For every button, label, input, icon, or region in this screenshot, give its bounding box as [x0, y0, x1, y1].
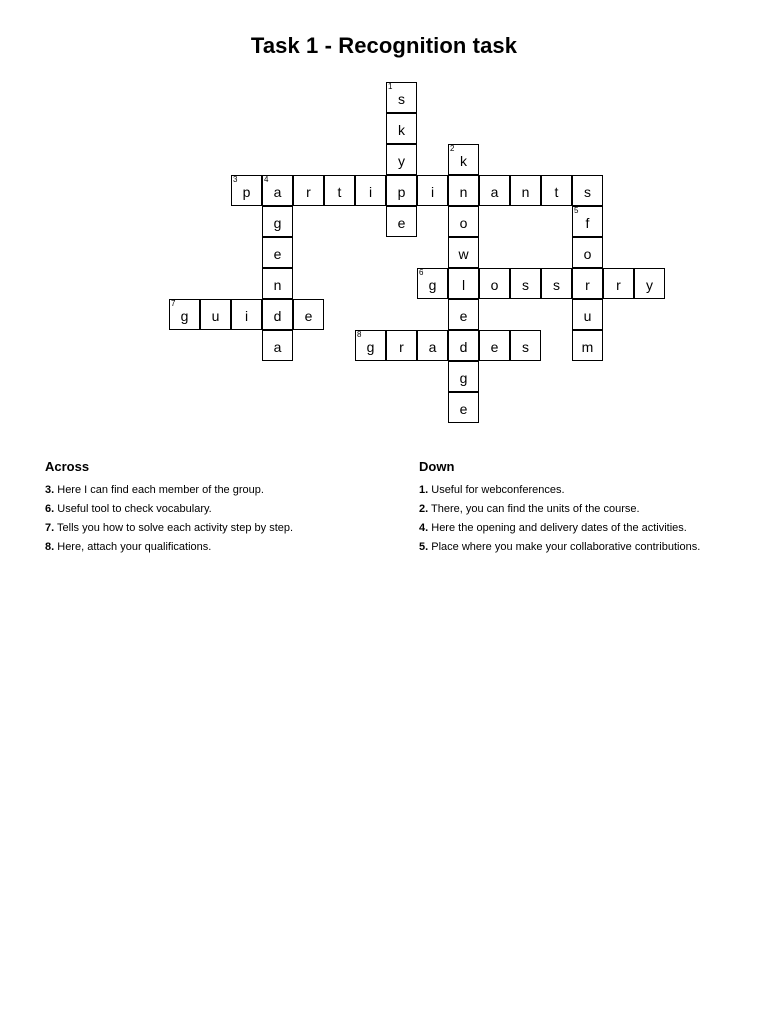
clue-text: Here the opening and delivery dates of the activities. — [431, 522, 687, 534]
cell-letter: e — [490, 339, 499, 355]
down-clue — [419, 521, 729, 536]
clue-number-label: 2 — [450, 144, 455, 153]
cell-letter: n — [521, 184, 530, 200]
cell-letter: a — [273, 339, 282, 355]
grid-cell — [572, 175, 603, 206]
across-clue — [45, 540, 385, 555]
clue-number-label: 8 — [357, 330, 362, 339]
cell-letter: o — [583, 246, 592, 262]
grid-cell — [510, 330, 541, 361]
grid-cell — [417, 175, 448, 206]
clue-number: 2. — [419, 503, 429, 515]
cell-letter: p — [242, 184, 251, 200]
clue-number-label: 4 — [264, 175, 269, 184]
cell-letter: a — [490, 184, 499, 200]
cell-letter: f — [585, 215, 590, 231]
grid-cell — [479, 268, 510, 299]
grid-cell — [417, 330, 448, 361]
cell-letter: r — [616, 277, 621, 293]
cell-letter: g — [273, 215, 282, 231]
cell-letter: s — [553, 277, 560, 293]
grid-cell — [262, 299, 293, 330]
grid-cell — [572, 330, 603, 361]
cell-letter: a — [273, 184, 282, 200]
cell-letter: o — [490, 277, 499, 293]
across-clue — [45, 502, 385, 517]
clue-number-label: 1 — [388, 82, 393, 91]
cell-letter: y — [398, 153, 405, 169]
cell-letter: g — [180, 308, 189, 324]
grid-cell — [448, 175, 479, 206]
down-clue — [419, 483, 729, 498]
grid-cell — [572, 299, 603, 330]
down-clue — [419, 502, 729, 517]
page-title: Task 1 - Recognition task — [250, 33, 518, 58]
grid-cell — [169, 299, 200, 330]
grid-cell — [448, 361, 479, 392]
cell-letter: e — [459, 401, 468, 417]
clue-number: 7. — [45, 522, 55, 534]
across-heading: Across — [45, 459, 90, 474]
across-clues — [45, 459, 385, 559]
grid-cell — [200, 299, 231, 330]
grid-cell — [262, 175, 293, 206]
grid-cell — [386, 330, 417, 361]
cell-letter: g — [366, 339, 375, 355]
cell-letter: g — [428, 277, 437, 293]
clue-number-label: 6 — [419, 268, 424, 277]
cell-letter: g — [459, 370, 468, 386]
grid-cell — [572, 206, 603, 237]
crossword-grid — [0, 0, 768, 440]
cell-letter: r — [399, 339, 404, 355]
grid-cell — [386, 206, 417, 237]
grid-cell — [386, 175, 417, 206]
cell-letter: s — [584, 184, 591, 200]
grid-cell — [541, 268, 572, 299]
cell-letter: m — [581, 339, 594, 355]
clue-number-label: 5 — [574, 206, 579, 215]
grid-cell — [448, 330, 479, 361]
grid-cell — [386, 82, 417, 113]
across-clue — [45, 483, 385, 498]
cell-letter: e — [397, 215, 406, 231]
grid-cell — [355, 330, 386, 361]
cell-letter: d — [459, 339, 468, 355]
grid-cell — [386, 144, 417, 175]
cell-letter: e — [459, 308, 468, 324]
grid-cell — [479, 175, 510, 206]
cell-letter: r — [585, 277, 590, 293]
clue-number: 3. — [45, 484, 55, 496]
cell-letter: n — [273, 277, 282, 293]
cell-letter: o — [459, 215, 468, 231]
cell-letter: y — [646, 277, 653, 293]
grid-cell — [448, 237, 479, 268]
grid-cell — [448, 144, 479, 175]
clue-number-label: 7 — [171, 299, 176, 308]
grid-cell — [572, 268, 603, 299]
cell-letter: t — [554, 184, 559, 200]
clue-number-label: 3 — [233, 175, 238, 184]
grid-cell — [386, 113, 417, 144]
cell-letter: l — [461, 277, 466, 293]
grid-cell — [262, 268, 293, 299]
grid-cell — [448, 299, 479, 330]
clue-text: Tells you how to solve each activity step by step. — [57, 522, 294, 534]
cell-letter: e — [304, 308, 313, 324]
grid-cell — [479, 330, 510, 361]
grid-cell — [355, 175, 386, 206]
grid-cell — [231, 175, 262, 206]
grid-cell — [510, 268, 541, 299]
across-clue — [45, 521, 385, 536]
cell-letter: p — [397, 184, 406, 200]
clue-text: Useful tool to check vocabulary. — [57, 503, 212, 515]
cell-letter: t — [337, 184, 342, 200]
grid-cell — [262, 206, 293, 237]
grid-cell — [293, 175, 324, 206]
clue-number: 1. — [419, 484, 429, 496]
clue-text: There, you can find the units of the course. — [431, 503, 640, 515]
grid-cell — [541, 175, 572, 206]
clue-text: Here, attach your qualifications. — [57, 541, 212, 553]
cell-letter: n — [459, 184, 468, 200]
cell-letter: w — [458, 246, 469, 262]
cell-letter: s — [522, 339, 529, 355]
cell-letter: r — [306, 184, 311, 200]
clue-number: 8. — [45, 541, 55, 553]
cell-letter: s — [522, 277, 529, 293]
clue-number: 4. — [419, 522, 429, 534]
down-heading: Down — [419, 459, 455, 474]
grid-cell — [262, 237, 293, 268]
cell-letter: d — [273, 308, 282, 324]
grid-cell — [324, 175, 355, 206]
grid-cell — [448, 268, 479, 299]
grid-cell — [231, 299, 262, 330]
cell-letter: i — [430, 184, 435, 200]
down-clue — [419, 540, 729, 555]
grid-cell — [510, 175, 541, 206]
cell-letter: u — [211, 308, 220, 324]
grid-cell — [293, 299, 324, 330]
cell-letter: i — [244, 308, 249, 324]
clue-text: Place where you make your collaborative contributions. — [431, 541, 701, 553]
clue-number: 6. — [45, 503, 55, 515]
down-clues — [419, 459, 729, 559]
grid-cell — [448, 392, 479, 423]
grid-cell — [572, 237, 603, 268]
cell-letter: u — [583, 308, 592, 324]
cell-letter: k — [398, 122, 405, 138]
cell-letter: i — [368, 184, 373, 200]
grid-cell — [634, 268, 665, 299]
cell-letter: k — [460, 153, 467, 169]
grid-cell — [603, 268, 634, 299]
cell-letter: s — [398, 91, 405, 107]
clue-number: 5. — [419, 541, 429, 553]
clue-text: Here I can find each member of the group. — [57, 484, 264, 496]
grid-cell — [262, 330, 293, 361]
cell-letter: a — [428, 339, 437, 355]
cell-letter: e — [273, 246, 282, 262]
grid-cell — [417, 268, 448, 299]
clue-text: Useful for webconferences. — [431, 484, 565, 496]
grid-cell — [448, 206, 479, 237]
